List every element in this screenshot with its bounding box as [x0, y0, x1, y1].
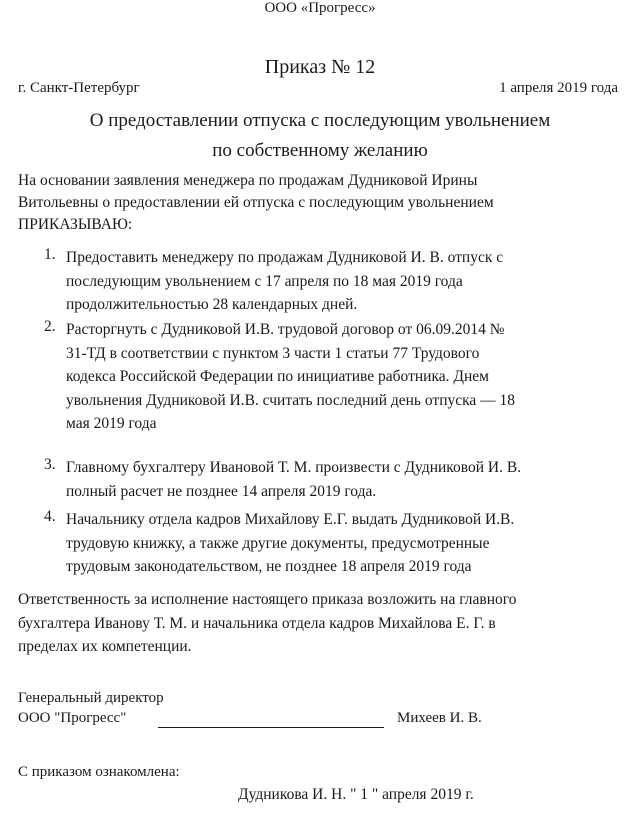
basis-line: На основании заявления менеджера по продажам Дудниковой Ирины [18, 172, 478, 189]
item-number: 1. [44, 246, 56, 263]
responsibility-line: бухгалтера Иванову Т. М. и начальника отдела кадров Михайлова Е. Г. в [18, 614, 496, 632]
item-line: Начальнику отдела кадров Михайлову Е.Г. выдать Дудниковой И.В. [66, 511, 515, 528]
document-title: Приказ № 12 [264, 56, 376, 78]
item-text [66, 508, 514, 579]
basis-paragraph [18, 170, 494, 236]
item-line: Предоставить менеджеру по продажам Дудниковой И. В. отпуск с [66, 249, 504, 266]
responsibility-line: Ответственность за исполнение настоящего приказа возложить на главного [18, 591, 517, 608]
basis-line: Витольевны о предоставлении ей отпуска с последующим увольнением [18, 194, 494, 211]
item-number: 4. [44, 508, 56, 525]
company-name: ООО «Прогресс» [264, 0, 376, 16]
item-line: Главному бухгалтеру Ивановой Т. М. произвести с Дудниковой И. В. [66, 459, 522, 476]
item-text [66, 246, 503, 317]
item-text [66, 456, 521, 503]
responsibility-paragraph [18, 588, 517, 659]
subject-line: О предоставлении отпуска с последующим увольнением [89, 110, 551, 131]
document-subject [0, 106, 640, 166]
item-text [66, 318, 515, 436]
responsibility-line: пределах их компетенции. [18, 638, 192, 655]
item-line: мая 2019 года [66, 415, 157, 432]
item-line: продолжительностью 28 календарных дней. [66, 296, 358, 313]
item-line: увольнения Дудниковой И.В. считать последний день отпуска — 18 [66, 391, 516, 409]
item-number: 2. [44, 318, 56, 335]
item-line: 31-ТД в соответствии с пунктом 3 части 1 статьи 77 Трудового [66, 344, 480, 362]
signature-line [158, 727, 384, 728]
item-line: Расторгнуть с Дудниковой И.В. трудовой договор от 06.09.2014 № [66, 321, 505, 338]
document-date: 1 апреля 2019 года [499, 80, 618, 96]
order-keyword: ПРИКАЗЫВАЮ: [18, 216, 133, 233]
signatory-position: Генеральный директор [18, 690, 164, 706]
signatory-name: Михеев И. В. [397, 710, 482, 726]
item-line: кодекса Российской Федерации по инициативе работника. Днем [66, 368, 489, 385]
acknowledgement-label: С приказом ознакомлена: [18, 764, 180, 780]
item-line: трудовую книжку, а также другие документы, предусмотренные [66, 534, 490, 552]
signatory-organization: ООО "Прогресс" [18, 710, 127, 726]
acknowledgement-signature: Дудникова И. Н. " 1 " апреля 2019 г. [238, 786, 474, 803]
subject-line: по собственному желанию [212, 140, 428, 161]
document-city: г. Санкт-Петербург [18, 80, 140, 96]
item-line: последующим увольнением с 17 апреля по 18 мая 2019 года [66, 272, 463, 290]
item-line: полный расчет не позднее 14 апреля 2019 года. [66, 482, 377, 500]
item-line: трудовым законодательством, не позднее 18 апреля 2019 года [66, 558, 472, 575]
item-number: 3. [44, 456, 56, 473]
